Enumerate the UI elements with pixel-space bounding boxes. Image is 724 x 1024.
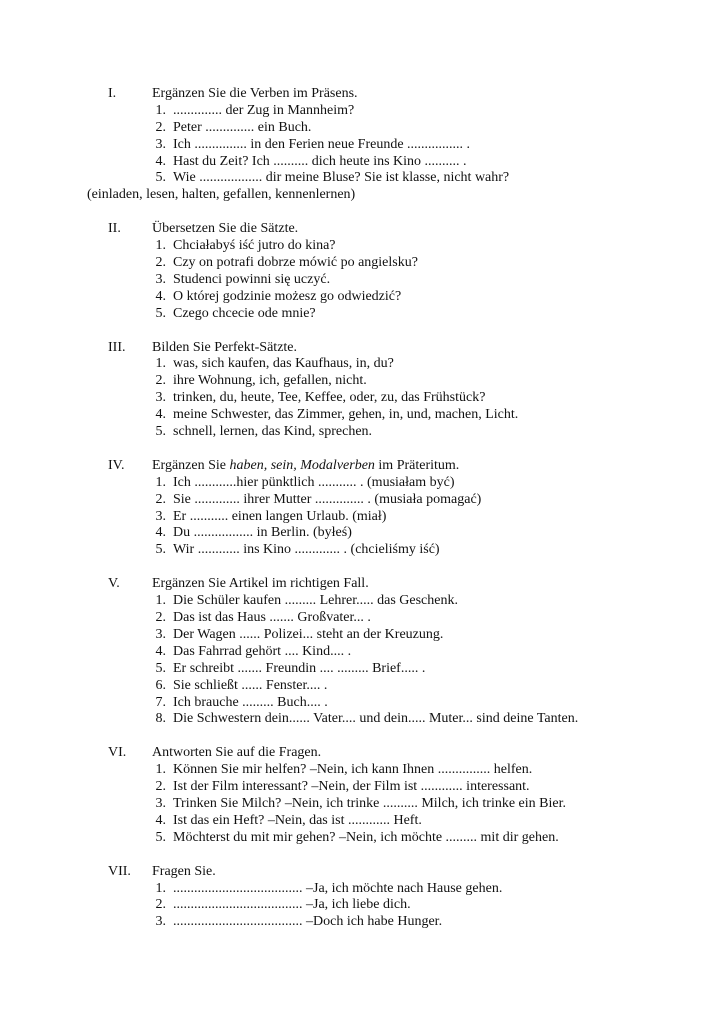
item-text: Trinken Sie Milch? –Nein, ich trinke .......... Milch, ich trinke ein Bier. — [173, 795, 566, 811]
item-text: Czy on potrafi dobrze mówić po angielsku? — [173, 255, 418, 271]
item-text: Können Sie mir helfen? –Nein, ich kann Ihnen ............... helfen. — [173, 762, 533, 778]
section-header — [0, 340, 724, 357]
item-number: 2. — [155, 610, 166, 626]
section-header — [0, 458, 724, 475]
item-number: 1. — [155, 880, 166, 896]
item-number: 5. — [155, 305, 166, 321]
item-text: Chciałabyś iść jutro do kina? — [173, 238, 336, 254]
item-text: Peter .............. ein Buch. — [173, 119, 312, 135]
section-header — [0, 576, 724, 593]
section-number: II. — [108, 221, 121, 237]
item-number: 5. — [155, 829, 166, 845]
item-text: ihre Wohnung, ich, gefallen, nicht. — [173, 373, 367, 389]
exercise-item — [0, 813, 724, 830]
item-text: Die Schwestern dein...... Vater.... und dein..... Muter... sind deine Tanten. — [173, 711, 579, 727]
item-number: 1. — [155, 593, 166, 609]
item-text: Er schreibt ....... Freundin .... ......... Brief..... . — [173, 660, 426, 676]
section-title: Fragen Sie. — [152, 863, 216, 879]
exercise-item — [0, 610, 724, 627]
section-7 — [0, 864, 724, 932]
exercise-item — [0, 830, 724, 847]
item-number: 2. — [155, 491, 166, 507]
item-text: schnell, lernen, das Kind, sprechen. — [173, 424, 373, 440]
item-text: Wir ............ ins Kino ............. . (chcieliśmy iść) — [173, 542, 440, 558]
exercise-item — [0, 678, 724, 695]
item-number: 3. — [155, 136, 166, 152]
exercise-item — [0, 356, 724, 373]
exercise-item — [0, 762, 724, 779]
item-text: Möchterst du mit mir gehen? –Nein, ich möchte ......... mit dir gehen. — [173, 829, 559, 845]
item-number: 5. — [155, 660, 166, 676]
section-3 — [0, 340, 724, 441]
item-number: 5. — [155, 170, 166, 186]
exercise-item — [0, 424, 724, 441]
exercise-item — [0, 525, 724, 542]
item-text: Die Schüler kaufen ......... Lehrer..... das Geschenk. — [173, 593, 458, 609]
exercise-item — [0, 238, 724, 255]
section-4 — [0, 458, 724, 559]
exercise-item — [0, 492, 724, 509]
item-text: .............. der Zug in Mannheim? — [173, 102, 355, 118]
exercise-item — [0, 644, 724, 661]
item-number: 4. — [155, 525, 166, 541]
section-title — [152, 458, 459, 475]
item-number: 5. — [155, 424, 166, 440]
item-number: 2. — [155, 779, 166, 795]
item-text: ..................................... –Ja, ich liebe dich. — [173, 897, 411, 913]
item-number: 8. — [155, 711, 166, 727]
exercise-item — [0, 289, 724, 306]
exercise-item — [0, 661, 724, 678]
section-header — [0, 745, 724, 762]
item-text: Du ................. in Berlin. (byłeś) — [173, 525, 352, 541]
item-number: 2. — [155, 119, 166, 135]
item-number: 1. — [155, 474, 166, 490]
exercise-item — [0, 103, 724, 120]
section-5 — [0, 576, 724, 728]
item-number: 5. — [155, 542, 166, 558]
exercise-item — [0, 593, 724, 610]
exercise-item — [0, 407, 724, 424]
section-title: Ergänzen Sie die Verben im Präsens. — [152, 86, 358, 101]
section-title: Antworten Sie auf die Fragen. — [152, 745, 322, 761]
item-number: 1. — [155, 356, 166, 372]
section-title: Ergänzen Sie Artikel im richtigen Fall. — [152, 576, 369, 592]
item-number: 4. — [155, 812, 166, 828]
section-number: VII. — [108, 863, 131, 879]
section-number: III. — [108, 339, 126, 355]
exercise-item — [0, 475, 724, 492]
word-bank-text: (einladen, lesen, halten, gefallen, kennenlernen) — [87, 187, 356, 203]
item-number: 2. — [155, 897, 166, 913]
item-text: Sie ............. ihrer Mutter .............. . (musiała pomagać) — [173, 491, 482, 507]
exercise-item — [0, 897, 724, 914]
exercise-item — [0, 796, 724, 813]
word-bank-note — [0, 187, 724, 204]
item-number: 3. — [155, 271, 166, 287]
exercise-item — [0, 542, 724, 559]
item-number: 4. — [155, 288, 166, 304]
section-number: VI. — [108, 745, 127, 761]
item-number: 6. — [155, 677, 166, 693]
item-text: ..................................... –Doch ich habe Hunger. — [173, 914, 443, 930]
item-text: Czego chcecie ode mnie? — [173, 305, 316, 321]
item-text: Ich ............... in den Ferien neue Freunde ................ . — [173, 136, 471, 152]
section-1 — [0, 86, 724, 204]
item-number: 2. — [155, 255, 166, 271]
item-number: 3. — [155, 626, 166, 642]
section-title-emphasis: haben, sein, Modalverben — [229, 457, 375, 473]
item-text: Der Wagen ...... Polizei... steht an der Kreuzung. — [173, 626, 444, 642]
item-number: 1. — [155, 762, 166, 778]
exercise-item — [0, 914, 724, 931]
item-text: Ich brauche ......... Buch.... . — [173, 694, 328, 710]
item-text: Hast du Zeit? Ich .......... dich heute ins Kino .......... . — [173, 153, 467, 169]
item-text: Das Fahrrad gehört .... Kind.... . — [173, 643, 352, 659]
item-number: 3. — [155, 795, 166, 811]
section-header — [0, 221, 724, 238]
item-text: O której godzinie możesz go odwiedzić? — [173, 288, 402, 304]
section-title: Bilden Sie Perfekt-Sätzte. — [152, 339, 298, 355]
section-2 — [0, 221, 724, 322]
item-text: ..................................... –Ja, ich möchte nach Hause gehen. — [173, 880, 503, 896]
exercise-item — [0, 695, 724, 712]
item-number: 2. — [155, 373, 166, 389]
item-number: 4. — [155, 407, 166, 423]
exercise-item — [0, 137, 724, 154]
item-text: Wie .................. dir meine Bluse? Sie ist klasse, nicht wahr? — [173, 170, 510, 186]
section-number: I. — [108, 86, 117, 101]
exercise-item — [0, 711, 724, 728]
exercise-item — [0, 170, 724, 187]
item-text: Sie schließt ...... Fenster.... . — [173, 677, 328, 693]
section-title: Übersetzen Sie die Sätzte. — [152, 221, 299, 237]
item-number: 7. — [155, 694, 166, 710]
section-title-prefix: Ergänzen Sie — [152, 457, 230, 473]
exercise-item — [0, 509, 724, 526]
item-number: 1. — [155, 102, 166, 118]
section-header — [0, 864, 724, 881]
item-number: 1. — [155, 238, 166, 254]
exercise-item — [0, 390, 724, 407]
item-text: trinken, du, heute, Tee, Keffee, oder, zu, das Frühstück? — [173, 390, 486, 406]
section-6 — [0, 745, 724, 846]
section-number: V. — [108, 576, 120, 592]
exercise-item — [0, 255, 724, 272]
exercise-item — [0, 627, 724, 644]
worksheet — [0, 86, 724, 948]
item-text: meine Schwester, das Zimmer, gehen, in, und, machen, Licht. — [173, 407, 519, 423]
item-text: Ich ............hier pünktlich ........... . (musiałam być) — [173, 474, 455, 490]
exercise-item — [0, 373, 724, 390]
item-number: 3. — [155, 914, 166, 930]
item-number: 3. — [155, 390, 166, 406]
item-number: 3. — [155, 508, 166, 524]
section-header — [0, 86, 724, 103]
item-text: was, sich kaufen, das Kaufhaus, in, du? — [173, 356, 394, 372]
exercise-item — [0, 272, 724, 289]
exercise-item — [0, 154, 724, 171]
exercise-item — [0, 881, 724, 898]
section-number: IV. — [108, 457, 125, 473]
item-text: Er ........... einen langen Urlaub. (miał) — [173, 508, 387, 524]
item-text: Ist das ein Heft? –Nein, das ist ............ Heft. — [173, 812, 422, 828]
exercise-item — [0, 306, 724, 323]
item-number: 4. — [155, 153, 166, 169]
exercise-item — [0, 120, 724, 137]
section-title-suffix: im Präteritum. — [374, 457, 460, 473]
exercise-item — [0, 779, 724, 796]
item-text: Das ist das Haus ....... Großvater... . — [173, 610, 371, 626]
item-number: 4. — [155, 643, 166, 659]
item-text: Studenci powinni się uczyć. — [173, 271, 331, 287]
item-text: Ist der Film interessant? –Nein, der Film ist ............ interessant. — [173, 779, 530, 795]
